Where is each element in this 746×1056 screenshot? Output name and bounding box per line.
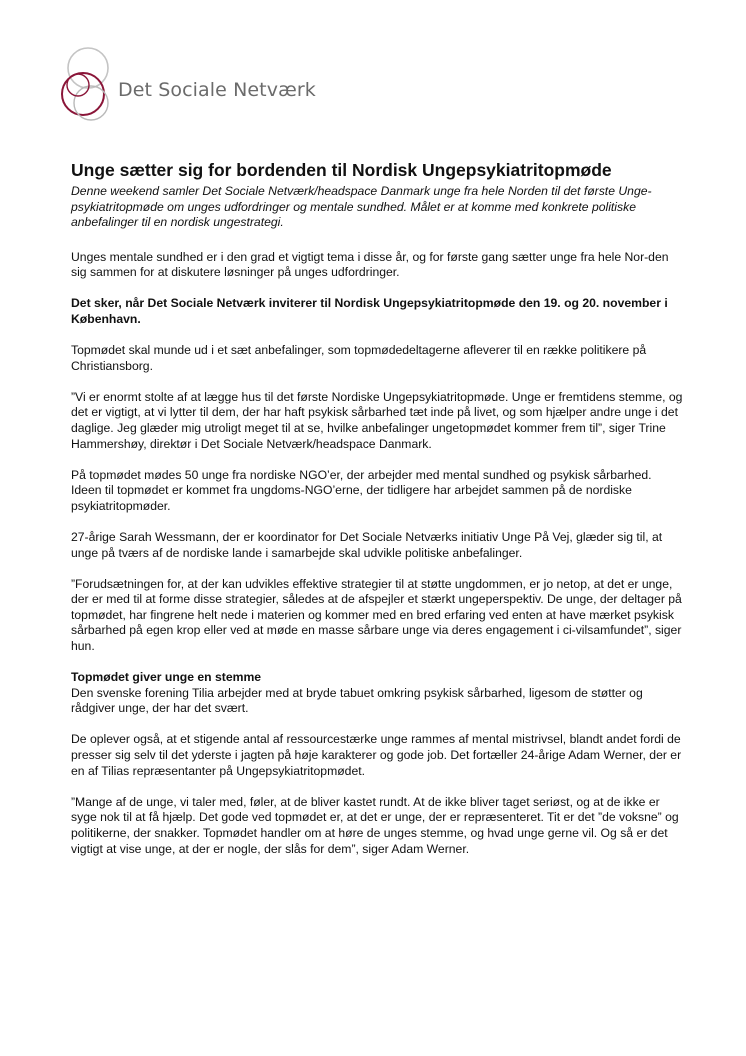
article-lead: Denne weekend samler Det Sociale Netværk/headspace Danmark unge fra hele Norden til det første Unge-psykiatritopmøde om unges udfordringer og mentale sundhed. Målet er at komme med konkrete politiske anbefalinger til en nordisk ungestrategi. (71, 184, 652, 230)
article-title: Unge sætter sig for bordenden til Nordisk Ungepsykiatritopmøde (71, 160, 612, 180)
paragraph: På topmødet mødes 50 unge fra nordiske NGO’er, der arbejder med mental sundhed og psykisk sårbarhed. Ideen til topmødet er kommet fra ungdoms-NGO’erne, der tidligere har arbejdet sammen på de nordiske psykiatritopmøder. (71, 467, 652, 513)
paragraph: Den svenske forening Tilia arbejder med at bryde tabuet omkring psykisk sårbarhed, ligesom de støtter og rådgiver unge, der har det svært. (71, 685, 643, 716)
organization-logo (58, 40, 318, 130)
paragraph: ”Vi er enormt stolte af at lægge hus til det første Nordiske Ungepsykiatritopmøde. Unge er fremtidens stemme, og det er vigtigt, at vi lytter til dem, der har haft psykisk sårbarhed tæt inde på livet, og som hjælper andre unge i det daglige. Jeg glæder mig utroligt meget til at se, hvilke anbefalinger ungetopmødet kommer frem til”, siger Trine Hammershøy, direktør i Det Sociale Netværk/headspace Danmark. (71, 389, 683, 451)
paragraph: ”Mange af de unge, vi taler med, føler, at de bliver kastet rundt. At de ikke bliver taget seriøst, og at de ikke er syge nok til at få hjælp. Det gode ved topmødet er, at det er unge, der er repræsenteret. Tit er det ”de voksne” og politikerne, der snakker. Topmødet handler om at høre de unges stemme, og hvad unge gerne vil. Og så er det vigtigt at vise unge, at der er nogle, der slås for dem”, siger Adam Werner. (71, 794, 679, 856)
logo-rings-icon (58, 40, 118, 130)
section-subheading: Topmødet giver unge en stemme (71, 670, 262, 685)
paragraph: Topmødet skal munde ud i et sæt anbefalinger, som topmødedeltagerne afleverer til en række politikere på Christiansborg. (71, 343, 647, 373)
paragraph: De oplever også, at et stigende antal af ressourcestærke unge rammes af mental mistrivsel, blandt andet fordi de presser sig selv til det yderste i jagten på høje karakterer og gode job. Det fortæller 24-årige Adam Werner, der er en af Tilias repræsentanter på Ungepsykiatritopmødet. (71, 732, 682, 778)
paragraph: ”Forudsætningen for, at der kan udvikles effektive strategier til at støtte ungdommen, er jo netop, at det er unge, der er med til at forme disse strategier, således at de afspejler et stærkt ungeperspektiv. De unge, der deltager på topmødet, har fingrene helt nede i materien og kommer med en bred erfaring ved enten at have mærket psykisk sårbarhed på egen krop eller ved at møde en masse sårbare unge via deres engagement i ci-vilsamfundet”, siger hun. (71, 576, 682, 654)
paragraph: 27-årige Sarah Wessmann, der er koordinator for Det Sociale Netværks initiativ Unge På Vej, glæder sig til, at unge på tværs af de nordiske lande i samarbejde skal udvikle politiske anbefalinger. (71, 530, 663, 560)
paragraph-bold: Det sker, når Det Sociale Netværk inviterer til Nordisk Ungepsykiatritopmøde den 19. og 20. november i København. (71, 296, 668, 327)
article (71, 160, 685, 873)
paragraph: Unges mentale sundhed er i den grad et vigtigt tema i disse år, og for første gang sætter unge fra hele Nor-den sig sammen for at diskutere løsninger på unges udfordringer. (71, 249, 669, 280)
logo-text: Det Sociale Netværk (118, 79, 316, 101)
